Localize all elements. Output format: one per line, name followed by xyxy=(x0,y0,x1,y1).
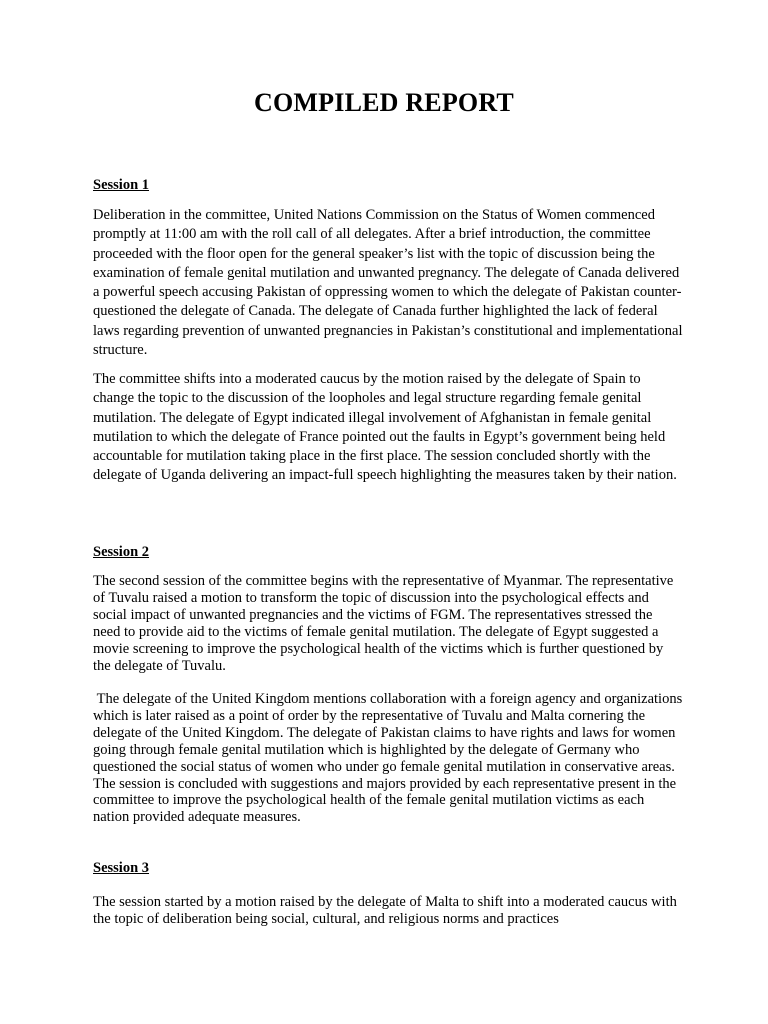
report-title: COMPILED REPORT xyxy=(254,88,514,117)
session-2-paragraph-1: The second session of the committee begins with the representative of Myanmar. The representative of Tuvalu raised a motion to transform the topic of discussion into the psychological effects and social impact of unwanted pregnancies and the victims of FGM. The representatives stressed the need to provide aid to the victims of female genital mutilation. The delegate of Egypt suggested a movie screening to improve the psychological health of the victims which is further questioned by the delegate of Tuvalu. xyxy=(93,573,674,674)
session-2-heading: Session 2 xyxy=(93,544,150,560)
session-1-paragraph-1: Deliberation in the committee, United Nations Commission on the Status of Women commenced promptly at 11:00 am with the roll call of all delegates. After a brief introduction, the committee proceeded with the floor open for the general speaker’s list with the topic of discussion being the examination of female genital mutilation and unwanted pregnancy. The delegate of Canada delivered a powerful speech accusing Pakistan of oppressing women to which the delegate of Pakistan counter-questioned the delegate of Canada. The delegate of Canada further highlighted the lack of federal laws regarding prevention of unwanted pregnancies in Pakistan’s constitutional and implementational structure. xyxy=(93,207,683,359)
session-3-paragraph-1: The session started by a motion raised by the delegate of Malta to shift into a moderated caucus with the topic of deliberation being social, cultural, and religious norms and practices xyxy=(93,894,677,927)
session-2-paragraph-2: The delegate of the United Kingdom mentions collaboration with a foreign agency and organizations which is later raised as a point of order by the representative of Tuvalu and Malta cornering the delegate of the United Kingdom. The delegate of Pakistan claims to have rights and laws for women going through female genital mutilation which is highlighted by the delegate of Germany who questioned the social status of women who under go female genital mutilation in conservative areas. The session is concluded with suggestions and majors provided by each representative present in the committee to improve the psychological health of the female genital mutilation victims as each nation provided adequate measures. xyxy=(93,691,686,826)
session-1-paragraph-2: The committee shifts into a moderated caucus by the motion raised by the delegate of Spain to change the topic to the discussion of the loopholes and legal structure regarding female genital mutilation. The delegate of Egypt indicated illegal involvement of Afghanistan in female genital mutilation to which the delegate of France pointed out the faults in Egypt’s government being held accountable for mutilation taking place in the first place. The session concluded shortly with the delegate of Uganda delivering an impact-full speech highlighting the measures taken by their nation. xyxy=(93,371,677,484)
session-3-heading: Session 3 xyxy=(93,860,150,876)
session-1-heading: Session 1 xyxy=(93,177,150,193)
